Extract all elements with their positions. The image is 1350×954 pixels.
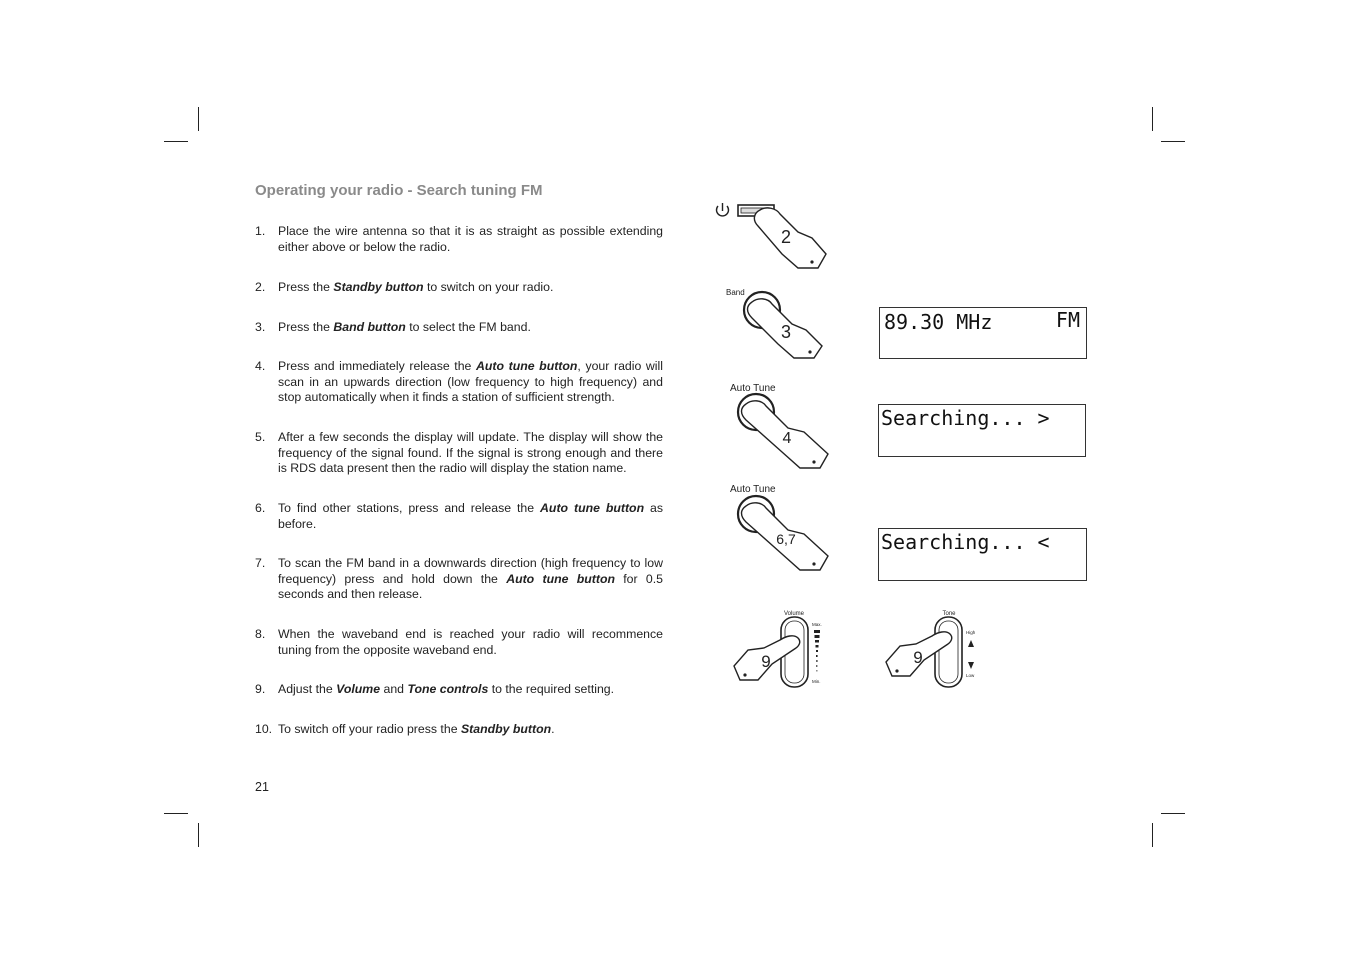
emphasized-term: Auto tune button [476,359,578,373]
step-text-segment: Place the wire antenna so that it is as straight as possible extending either above or below the radio. [278,224,663,254]
emphasized-term: Band button [333,320,406,334]
step-number-9-volume: 9 [761,652,771,671]
lcd-searching-up-text: Searching... > [881,406,1050,430]
lcd-display-frequency [879,307,1087,359]
step-number: 6. [255,501,266,515]
lcd-searching-down-text: Searching... < [881,530,1050,554]
lcd-display-searching-up [878,404,1086,457]
step-number: 7. [255,556,266,570]
step-text-segment: to switch on your radio. [423,280,554,294]
step-number-3: 3 [780,322,792,342]
power-icon [717,203,729,216]
autotune-illustration-1 [730,383,828,468]
lcd-band-text: FM [1055,308,1080,332]
instruction-step [255,320,663,336]
autotune-illustration-2 [730,484,828,570]
tone-high-label: High [966,630,976,635]
step-text [278,722,663,738]
crop-mark [164,141,188,142]
step-text-segment: and [380,682,408,696]
crop-mark [1152,107,1153,131]
instruction-step [255,224,663,255]
emphasized-term: Auto tune button [506,571,615,586]
step-text [278,556,663,603]
lcd-display-searching-down [878,528,1087,581]
step-text-segment: . [551,722,555,736]
tone-up-arrow-icon [968,640,974,647]
step-text-segment: To switch off your radio press the [278,722,461,736]
step-text [278,430,663,477]
emphasized-term: Auto tune button [540,501,645,515]
step-text-segment: , your radio will scan in an upwards direction (low frequency to high frequency) and stop automatically when it finds a station of sufficient strength. [278,359,663,405]
volume-max-label: Max. [812,622,822,627]
band-label: Band [726,288,745,297]
emphasized-term: Tone controls [407,682,489,696]
step-text-segment: Press the [278,280,334,294]
emphasized-term: Volume [336,682,381,696]
step-text-segment: Press and immediately release the [278,359,477,373]
volume-min-label: Min. [812,679,821,684]
step-text-segment: To find other stations, press and release the [278,501,541,515]
step-number-6-7: 6,7 [776,531,796,547]
crop-mark [164,813,188,814]
tone-label: Tone [942,611,956,617]
instruction-step [255,682,663,698]
crop-mark [1161,813,1185,814]
crop-mark [1161,141,1185,142]
step-number: 10. [255,722,273,736]
step-text [278,359,663,406]
step-number: 2. [255,280,266,294]
tone-illustration [886,611,976,687]
step-text [278,280,663,296]
autotune-label: Auto Tune [730,383,776,394]
instruction-step [255,627,663,658]
step-text [278,320,663,336]
step-number: 1. [255,224,266,238]
step-text [278,224,663,255]
crop-mark [198,107,199,131]
crop-mark [198,823,199,847]
step-number: 5. [255,430,266,444]
volume-scale-icon [814,630,820,672]
step-number-9-tone: 9 [913,648,923,667]
step-text [278,501,663,532]
step-number: 3. [255,320,266,334]
step-number-2: 2 [780,227,792,247]
step-number: 8. [255,627,266,641]
step-number-4: 4 [782,430,792,447]
autotune-label: Auto Tune [730,484,776,495]
step-number: 4. [255,359,266,373]
crop-mark [1152,823,1153,847]
step-number: 9. [255,682,266,696]
volume-label: Volume [783,611,805,617]
step-text-segment: After a few seconds the display will update. The display will show the frequency of the signal found. If the signal is strong enough and there is RDS data present then the radio will display the station name. [278,430,663,476]
step-text-segment: to the required setting. [488,682,615,696]
volume-illustration [734,611,822,687]
step-text-segment: for 0.5 seconds and then release. [278,571,663,602]
tone-low-label: Low [966,673,975,678]
emphasized-term: Standby button [460,722,552,736]
step-text-segment: When the waveband end is reached your radio will recommence tuning from the opposite waveband end. [278,627,663,657]
lcd-frequency-text: 89.30 MHz [884,310,993,334]
instruction-step [255,359,663,406]
instruction-step [255,430,663,477]
page-number: 21 [255,780,269,794]
step-text-segment: Adjust the [278,682,337,696]
instruction-step [255,280,663,296]
instruction-step [255,556,663,603]
tone-down-arrow-icon [968,662,974,669]
instruction-step [255,501,663,532]
step-text-segment: Press the [278,320,334,334]
step-text [278,627,663,658]
step-text-segment: To scan the FM band in a downwards direction (high frequency to low frequency) press and hold down the [278,556,663,586]
step-text [278,682,663,698]
step-text-segment: to select the FM band. [405,320,531,334]
standby-illustration [717,203,826,268]
band-illustration [726,288,822,358]
step-text-segment: as before. [278,501,664,531]
section-title: Operating your radio - Search tuning FM [255,182,543,199]
emphasized-term: Standby button [333,280,424,294]
instruction-step [255,722,663,738]
